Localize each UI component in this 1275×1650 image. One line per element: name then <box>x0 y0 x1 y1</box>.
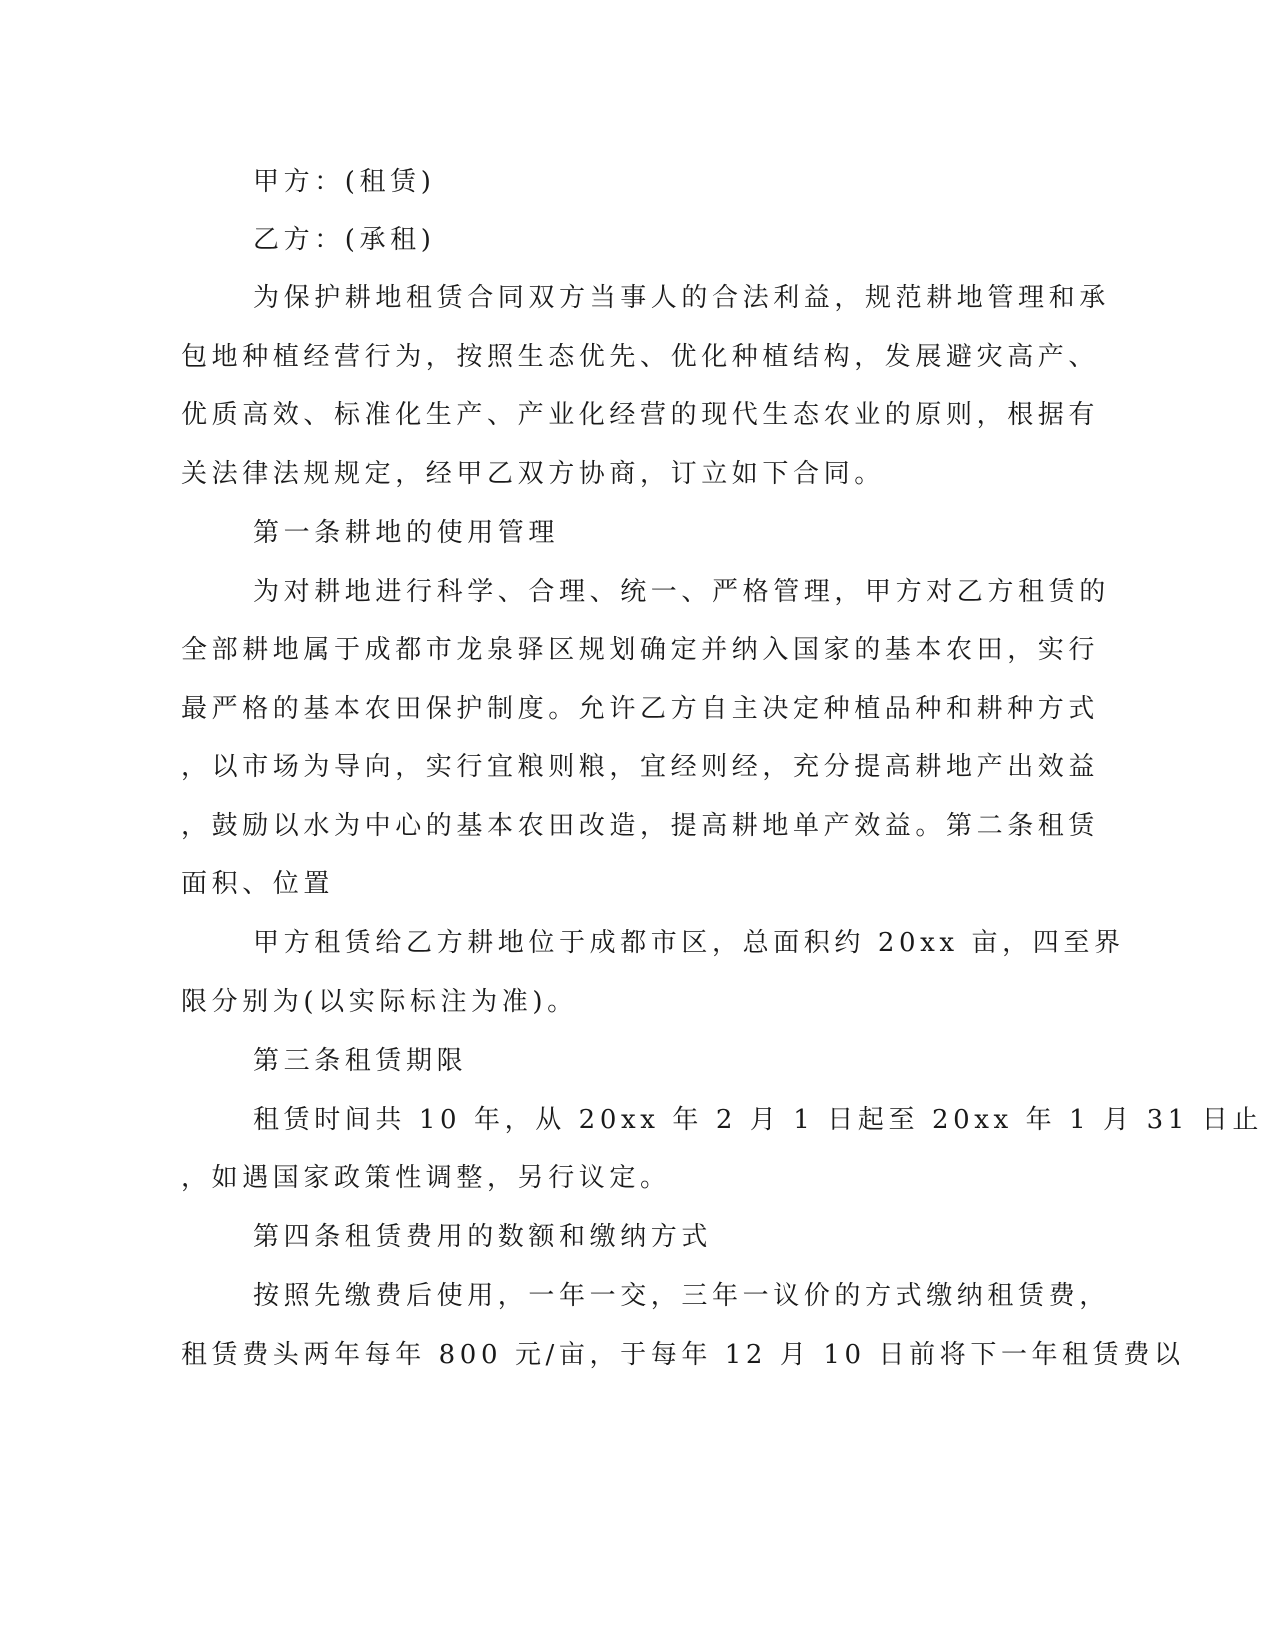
article-1-line: ，以市场为导向，实行宜粮则粮，宜经则经，充分提高耕地产出效益 <box>181 752 1100 782</box>
article-4-heading: 第四条租赁费用的数额和缴纳方式 <box>253 1222 713 1252</box>
article-3-heading: 第三条租赁期限 <box>253 1046 468 1076</box>
article-3-line: ，如遇国家政策性调整，另行议定。 <box>181 1163 671 1193</box>
preamble-line: 包地种植经营行为，按照生态优先、优化种植结构，发展避灾高产、 <box>181 342 1100 372</box>
preamble-line: 优质高效、标准化生产、产业化经营的现代生态农业的原则，根据有 <box>181 400 1100 430</box>
article-3-line: 租赁时间共 10 年，从 20xx 年 2 月 1 日起至 20xx 年 1 月 31 日止 <box>253 1105 1263 1135</box>
party-b-line: 乙方：(承租) <box>253 225 436 255</box>
party-a-line: 甲方：(租赁) <box>253 167 436 197</box>
article-2-line: 甲方租赁给乙方耕地位于成都市区，总面积约 20xx 亩，四至界 <box>253 928 1125 958</box>
article-1-line: 为对耕地进行科学、合理、统一、严格管理，甲方对乙方租赁的 <box>253 577 1110 607</box>
article-1-line: 最严格的基本农田保护制度。允许乙方自主决定种植品种和耕种方式 <box>181 694 1100 724</box>
article-1-line: ，鼓励以水为中心的基本农田改造，提高耕地单产效益。第二条租赁 <box>181 811 1100 841</box>
article-2-line: 限分别为(以实际标注为准)。 <box>181 987 578 1017</box>
article-4-line: 按照先缴费后使用，一年一交，三年一议价的方式缴纳租赁费， <box>253 1281 1110 1311</box>
article-1-heading: 第一条耕地的使用管理 <box>253 518 560 548</box>
article-2-heading-continued: 面积、位置 <box>181 869 335 899</box>
preamble-line: 为保护耕地租赁合同双方当事人的合法利益，规范耕地管理和承 <box>253 283 1110 313</box>
preamble-line: 关法律法规规定，经甲乙双方协商，订立如下合同。 <box>181 459 885 489</box>
article-1-line: 全部耕地属于成都市龙泉驿区规划确定并纳入国家的基本农田，实行 <box>181 635 1100 665</box>
article-4-line: 租赁费头两年每年 800 元/亩，于每年 12 月 10 日前将下一年租赁费以 <box>181 1340 1185 1370</box>
